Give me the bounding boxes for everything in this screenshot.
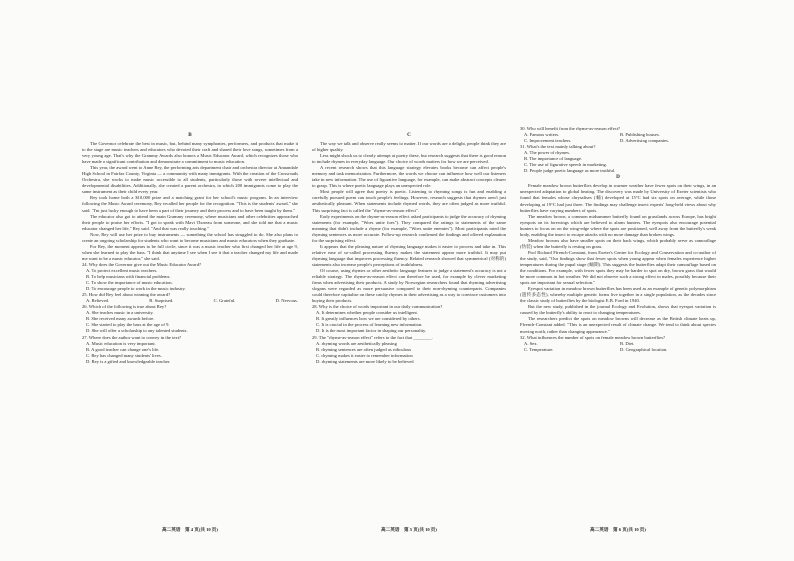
option-d: D. Rey is a gifted and knowledgeable teacher. xyxy=(86,358,171,364)
option-d: D. To encourage people to work in the music industry. xyxy=(86,286,186,292)
option-a: A. Relieved. xyxy=(86,298,110,304)
paragraph: The meadow brown, a common midsummer butterfly found on grasslands across Europe, has bright eyespots on its forewings which are believed to alarm hunters. The eyespots also encourage potential hunters to focus on on the wing-edge where the spots are positioned, well away from the butterfly's weak body, enabling the insect to escape attacks with no more damage than broken wings. xyxy=(520,213,716,237)
paragraph: Less might shock us to clearly attempt at poetry these, but research suggests that there is good reason to include rhymes in everyday language. Our choice of words matters for how we are perceived. xyxy=(312,153,506,165)
option-b: B. Surprised. xyxy=(149,298,174,304)
paragraph: For Rey, the moment appears to be full circle, since it was a music teacher who first changed her life at age 9, when she learned to play the bass. "I think that anytime I see when I see it that a teacher changed my life and made me want to be a music educator," she said. xyxy=(82,243,298,261)
question-stem: 27. Where does the author want to convey in the text? xyxy=(82,334,182,340)
question-29 xyxy=(312,335,506,365)
section-letter: C xyxy=(407,132,411,138)
question-25 xyxy=(82,292,298,304)
passage xyxy=(312,141,506,304)
option-c: C. Improvement teachers. xyxy=(524,138,572,144)
option-c: C. The use of figurative speech in marketing. xyxy=(524,162,607,168)
option-b: B. rhyming sentences are often judged as ridiculous xyxy=(316,346,412,352)
question-27 xyxy=(82,335,298,365)
option-b: B. To help musicians with financial problems. xyxy=(86,274,171,280)
option-a: A. rhyming words are aesthetically pleasing xyxy=(316,340,397,346)
option-a: A. To protect excellent music teachers. xyxy=(86,267,158,273)
option-d: D. It is the most important factor in shaping our personality. xyxy=(316,328,427,334)
option-a: A. Famous writers. xyxy=(524,132,560,138)
paragraph: Eyespot variation in meadow brown butterflies has been used as an example of genetic polymorphism (遗传多态性), whereby multiple genetic forms live together in a single population, as the decades since the classic study of butterflies by the biologist E.B. Ford in 1940. xyxy=(520,286,716,304)
question-32 xyxy=(520,335,716,353)
passage xyxy=(82,141,298,262)
question-stem: 28. Why is the choice of words important in our daily communication? xyxy=(312,304,443,310)
option-a: A. The power of rhymes. xyxy=(524,150,571,156)
option-d: D. Advertising companies. xyxy=(620,138,669,144)
question-30 xyxy=(520,126,716,144)
option-a: A. She teaches music in a university. xyxy=(86,310,154,316)
paragraph: Most people will agree that poetry is poetic. Listening to rhyming songs is fun and enabling a carefully pursued poem can touch people's feelings. However, research suggests that rhymes aren't just aesthetically pleasant. When statements include rhymed words, they are often judged as more truthful. This surprising fact is called the "rhyme-as-reason effect". xyxy=(312,189,506,213)
question-24 xyxy=(82,262,298,292)
option-b: B. The importance of language. xyxy=(524,156,583,162)
paragraph: The researchers predict the spots on meadow browns will decrease as the British climate heats up, Ffrench-Constant added. "This is an unexpected result of climate change. We tend to think about species moving north, rather than changing appearance." xyxy=(520,316,716,334)
column-middle xyxy=(312,132,506,524)
paragraph: Now, Rey will use her prize to buy instruments — something the school has struggled to do. She also plans to create an ongoing scholarship for students who want to become musicians and music educators when they graduate. xyxy=(82,231,298,243)
question-26 xyxy=(82,304,298,334)
options-row xyxy=(524,347,716,353)
page-footer: 高二英语 第 4 页(共 10 页) xyxy=(162,527,218,532)
option-a: A. It determines whether people consider us intelligent. xyxy=(316,310,418,316)
column-right xyxy=(520,126,716,524)
question-31 xyxy=(520,144,716,174)
question-stem: 32. What influences the number of spots on female meadow brown butterflies? xyxy=(520,334,666,340)
question-stem: 26. Which of the following is true about Rey? xyxy=(82,304,167,310)
option-c: C. rhyming makes it easier to remember information xyxy=(316,352,413,358)
section-letter: D xyxy=(616,174,620,181)
option-d: D. Geographical location. xyxy=(620,346,668,352)
paragraph: This year, the award went to Anne Rey, the performing arts department chair and orchestra director at Annandale High School in Fairfax County, Virginia — a community with many immigrants. With the creation of the Crossroads Orchestra, she works to make music accessible to all students, particularly those with severe intellectual and developmental disabilities. Additionally, she created a parent orchestra, in which 200 immigrants come to play the same instrument as their child every year. xyxy=(82,165,298,195)
column-left xyxy=(82,132,298,524)
option-b: B. Diet. xyxy=(620,340,635,346)
question-28 xyxy=(312,304,506,334)
question-stem: 24. Why does the Governor give out the Music Educator Award? xyxy=(82,261,202,267)
paragraph: Meadow browns also have smaller spots on their back wings, which probably serve as camouflage (伪装) when the butterfly is resting on grass. xyxy=(520,237,716,249)
option-d: D. People judge poetic language as more truthful. xyxy=(524,168,616,174)
option-d: D. She will offer a scholarship to any talented students. xyxy=(86,328,188,334)
option-a: A. Sex. xyxy=(524,340,538,346)
paragraph: But the new study, published in the journal Ecology and Evolution, shows that eyespot variation is caused by the butterfly's ability to react to changing temperatures. xyxy=(520,304,716,316)
paragraph: Of course, using rhymes or other aesthetic language features to judge a statement's accuracy is not a reliable strategy. The rhyme-as-reason effect can therefore be used, for example by clever marketing firms when advertising their products. A study by Norwegian researchers found that rhyming advertising slogans were regarded as more persuasive compared to their non-rhyming counterparts. Companies could therefore capitalise on these catchy rhymes in their advertising as a way to convince customers into buying their products. xyxy=(312,267,506,304)
option-b: B. She received many awards before. xyxy=(86,316,155,322)
option-a: A. Music education is very important. xyxy=(86,340,156,346)
question-stem: 30. Who will benefit from the rhyme-as-reason effect? xyxy=(520,126,621,131)
paragraph: It appears that the pleasing nature of rhyming language makes it easier to process and take in. This relative ease of so-called processing fluency makes the statement appear more truthful. It may put rhyming language that improves processing fluency. Related research showed that symmetrical (对称的) statements also increase people's perceptions of truthfulness. xyxy=(312,243,506,267)
paragraph: Rey took home both a $10,000 prize and a matching grant for her school's music program. In an interview following the Music Award ceremony, Rey recalled her people for the recognition. "This is the students' award," she said. "I'm just lucky enough to have been a part of their journey and their process and to have been taught by them." xyxy=(82,195,298,213)
option-d: D. Nervous. xyxy=(275,298,298,304)
page-footer: 高二英语 第 5 页(共 10 页) xyxy=(381,527,437,532)
question-stem: 29. The "rhyme-as-reason effect" refers to the fact that ________. xyxy=(312,334,433,340)
option-b: B. Publishing houses. xyxy=(620,132,660,138)
option-b: B. It greatly influences how we are considered by others. xyxy=(316,316,421,322)
option-c: C. To show the importance of music education. xyxy=(86,280,173,286)
option-c: C. Temperature. xyxy=(524,346,554,352)
question-stem: 25. How did Rey feel about winning the award? xyxy=(82,292,171,298)
paragraph: Female meadow brown butterflies develop in warmer weather have fewer spots on their wings, in an unexpected adaptation to global heating. The discovery was made by University of Exeter scientists who found that females whose chrysalises (蛹) developed at 15°C had six spots on average, while those developing at 19°C had just three. The findings may challenge insect experts' long-held views about why butterflies have varying numbers of spots. xyxy=(520,183,716,213)
paragraph: The educator also got to attend the main Grammy ceremony, where musicians and other celebrities approached their people to praise her efforts. "I got to speak with Mavi Thoreau from someone, and she told me that a music educator changed her life," Rey said. "And that was really touching." xyxy=(82,213,298,231)
option-c: C. Grateful. xyxy=(213,298,236,304)
option-b: B. A good teacher can change one's life. xyxy=(86,346,160,352)
page-footer: 高二英语 第 6 页(共 10 页) xyxy=(590,527,646,532)
option-c: C. It is crucial in the process of learning new information. xyxy=(316,322,423,328)
paragraph: The Governor celebrate the best in music, but, behind many symphonies, performers, and products that make it to the stage are music teachers and educators who devoted their craft and shared their love songs, sometimes from a very young age. That's why the Grammy Awards also honors a Music Educator Award, which recognizes those who have made a significant contribution and demonstrate a commitment to music education. xyxy=(82,141,298,165)
section-letter: B xyxy=(188,132,192,138)
option-c: C. She started to play the bass at the age of 9. xyxy=(86,322,170,328)
question-stem: 31. What's the text mainly talking about? xyxy=(520,144,596,150)
paragraph: Prof Richard Ffrench-Constant, from Exeter's Centre for Ecology and Conservation and co-author of the study, said, "Our findings show that fewer spots when young appear when females experience higher temperatures during the pupal stage (蛹期). This suggests the butterflies adapt their camouflage based on the conditions. For example, with fewer spots they may be harder to spot on dry, brown grass that would be more common in hot weather. We did not observe such a strong effect in males, possibly because their spots are important for sexual selection." xyxy=(520,249,716,286)
paragraph: The way we talk and observe really seems to matter. If our words are a delight, people think they are of higher quality. xyxy=(312,141,506,153)
paragraph: A recent research shows that this language strategy elevates books become can affect people's memory and task memorization. Furthermore, the words we choose can influence how well our listeners take in new information. The use of figurative language, for example, can make abstract concepts clearer to grasp. This is where poetic language plays an unexpected role. xyxy=(312,165,506,189)
passage xyxy=(520,183,716,334)
option-d: D. rhyming statements are more likely to be believed xyxy=(316,358,414,364)
option-c: C. Rey has changed many students' lives. xyxy=(86,352,162,358)
paragraph: Early experiments on the rhyme-as-reason effect asked participants to judge the accuracy of rhyming statements (for example, "Woes unite foes"). They compared the ratings to statements of the same meaning that didn't include a rhyme (for example, "Woes unite enemies"). Most participants rated the rhyming sentences as more accurate. Follow-up research confirmed the findings and offered explanation for the surprising effect. xyxy=(312,213,506,243)
